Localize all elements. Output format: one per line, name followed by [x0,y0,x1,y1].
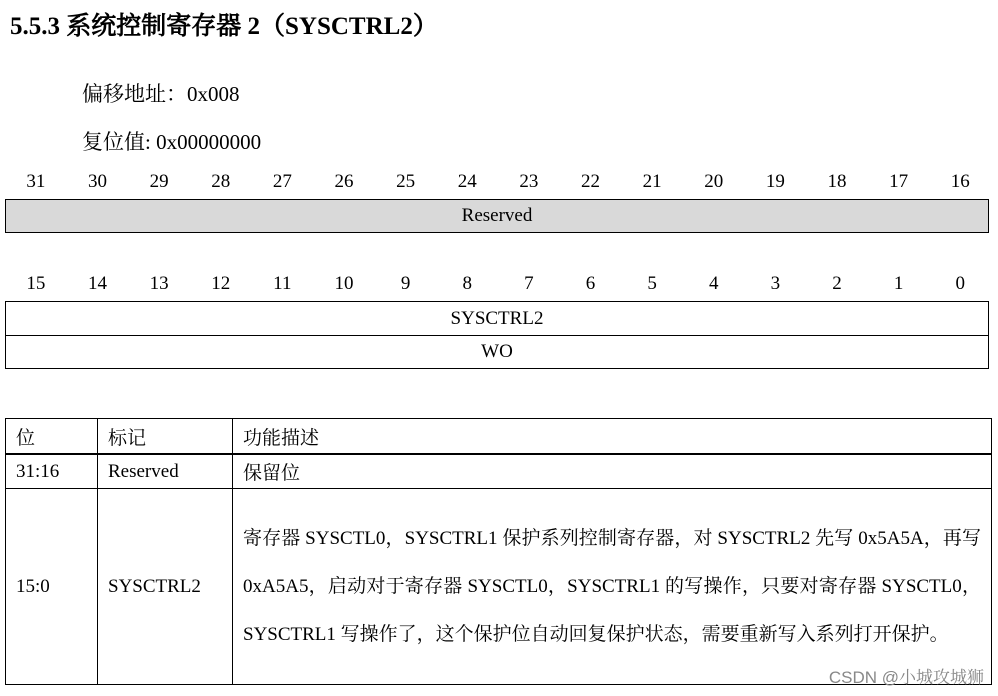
bit-number: 11 [273,273,292,294]
reserved-field-cell: Reserved [5,199,989,233]
bit-number: 25 [396,171,416,192]
bit-number: 9 [400,273,411,294]
bit-number: 4 [708,273,719,294]
bit-number: 26 [334,171,354,192]
sysctrl2-field-cell: SYSCTRL2 [5,301,989,336]
bit-number: 2 [832,273,842,294]
row-bits: 15:0 [6,489,98,685]
header-description: 功能描述 [233,419,992,455]
row-name: SYSCTRL2 [98,489,233,685]
upper-bit-numbers [5,171,991,193]
table-row [6,454,992,489]
watermark: CSDN @小城攻城狮 [828,668,984,687]
header-name: 标记 [98,419,233,455]
access-type-cell: WO [5,335,989,369]
bit-number: 18 [827,171,847,192]
bit-number: 1 [893,273,904,294]
bit-number: 20 [704,171,724,192]
bit-number: 30 [87,171,107,192]
bit-number: 10 [334,273,354,294]
row-description: 保留位 [233,454,992,489]
bit-number: 3 [770,273,781,294]
row-name: Reserved [98,454,233,489]
reset-value: 复位值: 0x00000000 [82,130,262,154]
bit-description-table [5,418,992,685]
bit-number: 24 [457,171,477,192]
bit-number: 16 [950,171,970,192]
table-header-row [6,419,992,455]
bit-number: 21 [642,171,662,192]
header-bit: 位 [6,419,98,455]
bit-number: 12 [211,273,231,294]
bit-number: 5 [647,273,657,294]
bit-number: 13 [149,273,169,294]
bit-number: 17 [889,171,909,192]
lower-bit-numbers [5,273,991,295]
bit-number: 14 [87,273,107,294]
table-row [6,489,992,685]
bit-number: 7 [524,273,534,294]
bit-number: 23 [519,171,539,192]
bit-number: 15 [26,273,46,294]
bit-number: 6 [585,273,596,294]
offset-address: 偏移地址：0x008 [82,82,240,106]
bit-number: 29 [149,171,169,192]
bit-number: 27 [272,171,292,192]
bit-number: 28 [211,171,231,192]
bit-number: 22 [580,171,600,192]
row-bits: 31:16 [6,454,98,489]
row-description: 寄存器 SYSCTL0，SYSCTRL1 保护系列控制寄存器，对 SYSCTRL2 先写 0x5A5A，再写 0xA5A5，启动对于寄存器 SYSCTL0，SYSCTRL1 的写操作，只要对寄存器 SYSCTL0，SYSCTRL1 写操作了，这个保护位自动回复保护状态，需要重新写入系列打开保护。 [233,489,992,685]
bit-number: 0 [955,273,965,294]
section-title: 5.5.3 系统控制寄存器 2（SYSCTRL2） [10,13,438,40]
bit-number: 8 [462,273,472,294]
bit-number: 19 [765,171,785,192]
bit-number: 31 [26,171,46,192]
